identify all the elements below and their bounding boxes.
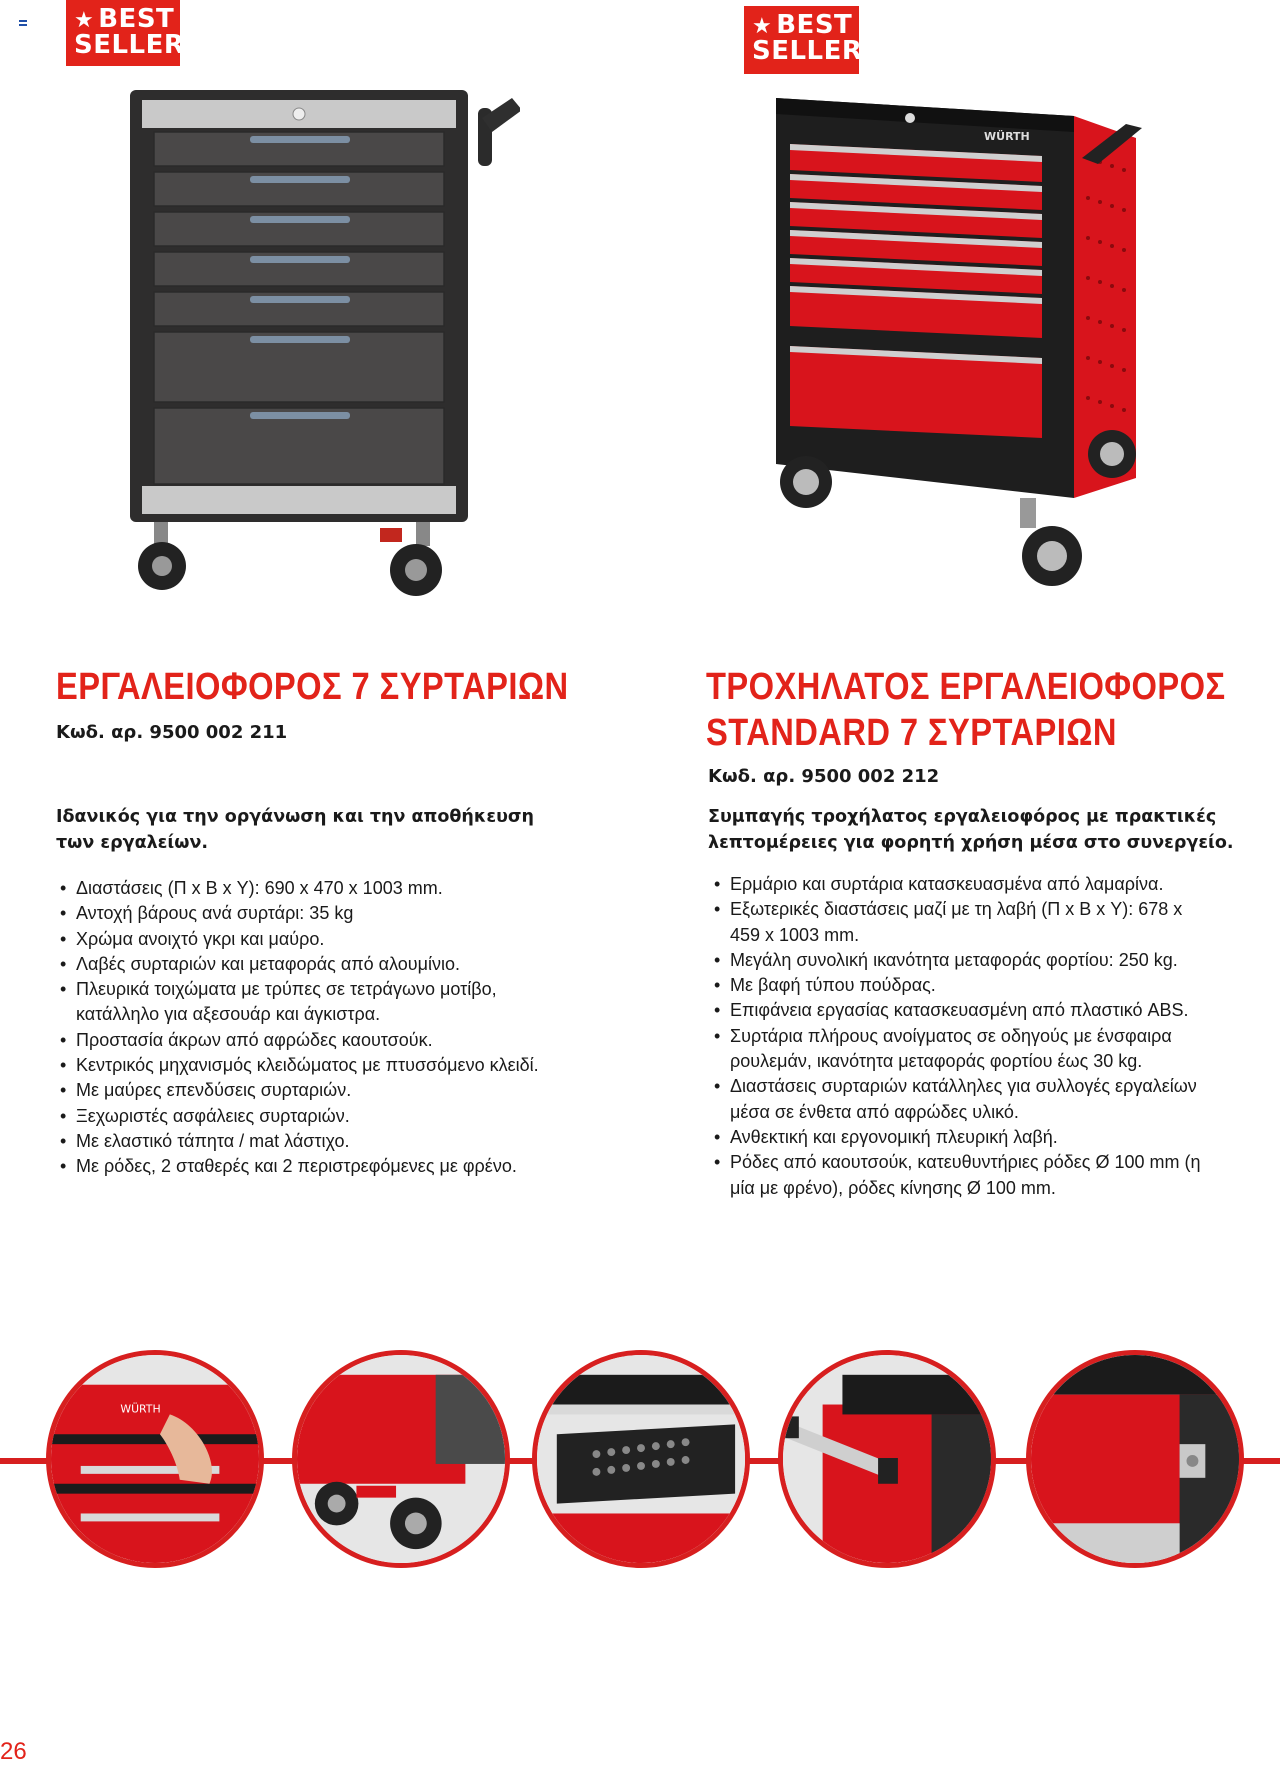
detail-image-drawer-handle: [46, 1350, 264, 1568]
star-icon: ★: [74, 8, 95, 33]
product-title-1: ΕΡΓΑΛΕΙΟΦΟΡΟΣ 7 ΣΥΡΤΑΡΙΩΝ: [56, 666, 569, 708]
detail-image-lock: [1026, 1350, 1244, 1568]
list-item: • Ανθεκτική και εργονομική πλευρική λαβή.: [712, 1125, 1202, 1150]
best-seller-badge-right: ★ BEST SELLER: [744, 6, 859, 74]
list-item: • Με μαύρες επενδύσεις συρταριών.: [58, 1078, 558, 1103]
list-item: • Συρτάρια πλήρους ανοίγματος σε οδηγούς με ένσφαιρα ρουλεμάν, ικανότητα μεταφοράς φορτίου έως 30 kg.: [712, 1024, 1202, 1075]
detail-image-wheels: [292, 1350, 510, 1568]
page-number: 26: [0, 1738, 27, 1765]
star-icon: ★: [752, 14, 773, 39]
list-item: • Ξεχωριστές ασφάλειες συρταριών.: [58, 1104, 558, 1129]
product-code-1: Κωδ. αρ. 9500 002 211: [56, 722, 288, 743]
list-item: • Ρόδες από καουτσούκ, κατευθυντήριες ρόδες Ø 100 mm (η μία με φρένο), ρόδες κίνησης Ø 100 mm.: [712, 1150, 1202, 1201]
product-image-grey-cabinet: [130, 88, 520, 606]
menu-icon[interactable]: [19, 20, 27, 28]
product-code-2: Κωδ. αρ. 9500 002 212: [708, 766, 940, 787]
svg-text:WÜRTH: WÜRTH: [120, 1402, 161, 1416]
best-seller-badge-left: ★ BEST SELLER: [66, 0, 180, 66]
product-image-red-cabinet: [776, 98, 1161, 606]
list-item: • Επιφάνεια εργασίας κατασκευασμένη από πλαστικό ABS.: [712, 998, 1202, 1023]
list-item: • Με ελαστικό τάπητα / mat λάστιχο.: [58, 1129, 558, 1154]
list-item: • Μεγάλη συνολική ικανότητα μεταφοράς φορτίου: 250 kg.: [712, 948, 1202, 973]
list-item: • Χρώμα ανοιχτό γκρι και μαύρο.: [58, 927, 558, 952]
feature-list-1: [58, 876, 558, 1180]
svg-text:WÜRTH: WÜRTH: [984, 130, 1030, 143]
list-item: • Διαστάσεις (Π x Β x Υ): 690 x 470 x 1003 mm.: [58, 876, 558, 901]
list-item: • Εξωτερικές διαστάσεις μαζί με τη λαβή (Π x Β x Υ): 678 x 459 x 1003 mm.: [712, 897, 1202, 948]
product-lead-1: Ιδανικός για την οργάνωση και την αποθήκευση των εργαλείων.: [56, 807, 534, 853]
list-item: • Λαβές συρταριών και μεταφοράς από αλουμίνιο.: [58, 952, 558, 977]
detail-image-side-handle: [778, 1350, 996, 1568]
list-item: • Ερμάριο και συρτάρια κατασκευασμένα από λαμαρίνα.: [712, 872, 1202, 897]
detail-image-tool-tray: [532, 1350, 750, 1568]
product-title-2: ΤΡΟΧΗΛΑΤΟΣ ΕΡΓΑΛΕΙΟΦΟΡΟΣ STANDARD 7 ΣΥΡΤΑΡΙΩΝ: [706, 666, 1226, 754]
list-item: • Διαστάσεις συρταριών κατάλληλες για συλλογές εργαλείων μέσα σε ένθετα από αφρώδες υλικό.: [712, 1074, 1202, 1125]
list-item: • Με βαφή τύπου πούδρας.: [712, 973, 1202, 998]
list-item: • Με ρόδες, 2 σταθερές και 2 περιστρεφόμενες με φρένο.: [58, 1154, 558, 1179]
list-item: • Κεντρικός μηχανισμός κλειδώματος με πτυσσόμενο κλειδί.: [58, 1053, 558, 1078]
list-item: • Αντοχή βάρους ανά συρτάρι: 35 kg: [58, 901, 558, 926]
feature-list-2: [712, 872, 1202, 1201]
product-lead-2: Συμπαγής τροχήλατος εργαλειοφόρος με πρακτικές λεπτομέρειες για φορητή χρήση μέσα στο συνεργείο.: [708, 807, 1234, 853]
list-item: • Προστασία άκρων από αφρώδες καουτσούκ.: [58, 1028, 558, 1053]
list-item: • Πλευρικά τοιχώματα με τρύπες σε τετράγωνο μοτίβο, κατάλληλο για αξεσουάρ και άγκιστρα.: [58, 977, 558, 1028]
